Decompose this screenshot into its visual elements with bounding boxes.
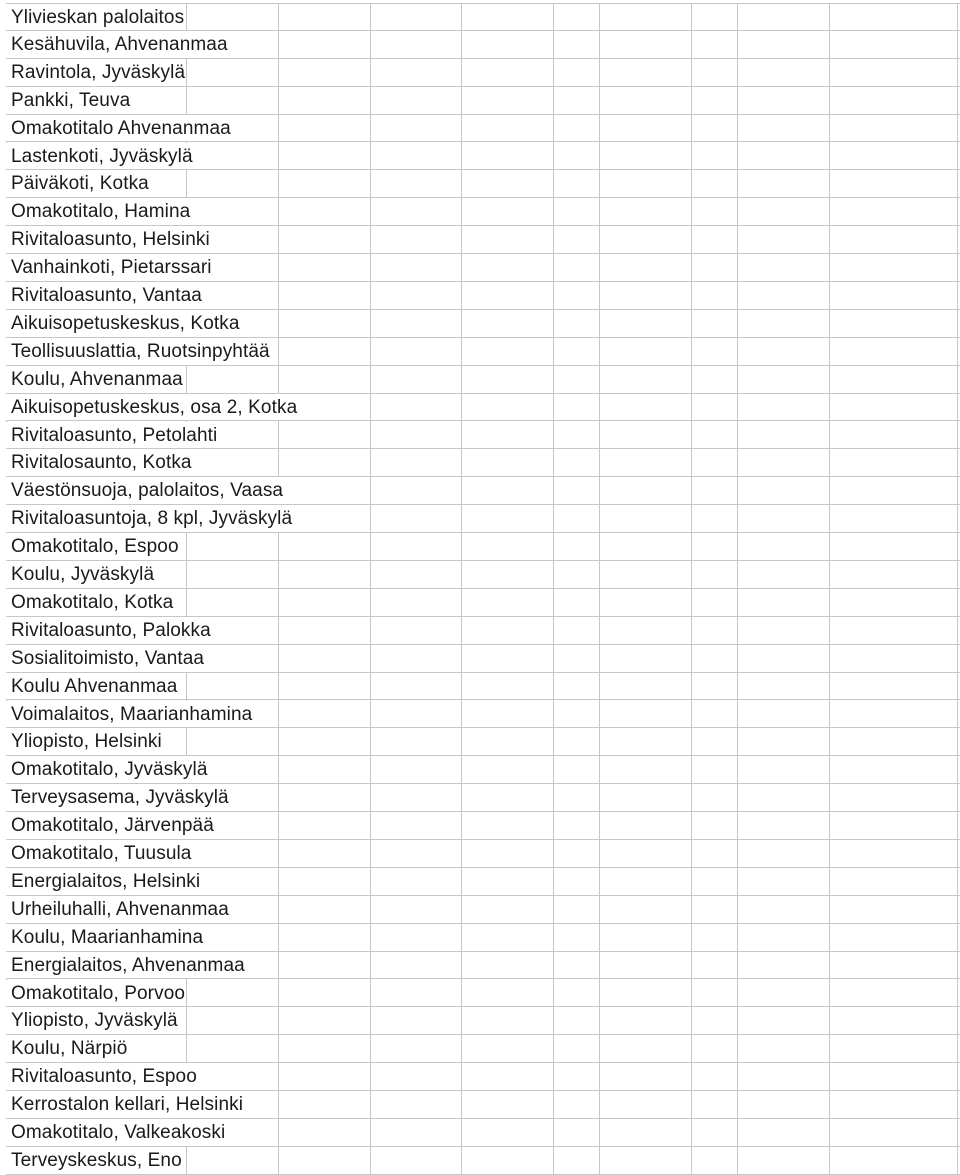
table-row <box>6 31 960 59</box>
table-row <box>6 1063 960 1091</box>
location-cell[interactable]: Teollisuuslattia, Ruotsinpyhtää <box>6 338 270 365</box>
location-cell[interactable]: Urheiluhalli, Ahvenanmaa <box>6 896 229 923</box>
location-cell[interactable]: Koulu, Närpiö <box>6 1035 127 1062</box>
location-cell[interactable]: Sosialitoimisto, Vantaa <box>6 645 204 672</box>
location-cell[interactable]: Koulu Ahvenanmaa <box>6 673 177 700</box>
table-row <box>6 3 960 31</box>
table-row <box>6 1119 960 1147</box>
location-cell[interactable]: Rivitalosaunto, Kotka <box>6 449 192 476</box>
location-cell[interactable]: Omakotitalo Ahvenanmaa <box>6 115 231 142</box>
table-row <box>6 282 960 310</box>
table-row <box>6 1007 960 1035</box>
table-row <box>6 924 960 952</box>
table-row <box>6 617 960 645</box>
table-row <box>6 840 960 868</box>
location-cell[interactable]: Väestönsuoja, palolaitos, Vaasa <box>6 477 283 504</box>
location-cell[interactable]: Omakotitalo, Hamina <box>6 198 190 225</box>
location-cell[interactable]: Koulu, Maarianhamina <box>6 924 203 951</box>
table-row <box>6 59 960 87</box>
table-row <box>6 1147 960 1175</box>
table-row <box>6 701 960 729</box>
table-row <box>6 170 960 198</box>
location-cell[interactable]: Rivitaloasunto, Petolahti <box>6 422 217 449</box>
table-row <box>6 198 960 226</box>
location-cell[interactable]: Rivitaloasunto, Espoo <box>6 1063 197 1090</box>
location-cell[interactable]: Energialaitos, Helsinki <box>6 868 200 895</box>
table-row <box>6 980 960 1008</box>
location-cell[interactable]: Rivitaloasunto, Palokka <box>6 617 211 644</box>
location-cell[interactable]: Omakotitalo, Porvoo <box>6 980 185 1007</box>
table-row <box>6 254 960 282</box>
location-cell[interactable]: Kesähuvila, Ahvenanmaa <box>6 31 228 58</box>
table-row <box>6 143 960 171</box>
location-cell[interactable]: Vanhainkoti, Pietarssari <box>6 254 212 281</box>
location-cell[interactable]: Koulu, Ahvenanmaa <box>6 366 183 393</box>
table-row <box>6 505 960 533</box>
location-cell[interactable]: Omakotitalo, Kotka <box>6 589 173 616</box>
table-row <box>6 366 960 394</box>
table-row <box>6 1091 960 1119</box>
table-row <box>6 422 960 450</box>
location-cell[interactable]: Aikuisopetuskeskus, Kotka <box>6 310 240 337</box>
location-cell[interactable]: Yliopisto, Helsinki <box>6 728 162 755</box>
location-cell[interactable]: Kerrostalon kellari, Helsinki <box>6 1091 243 1118</box>
table-row <box>6 896 960 924</box>
table-row <box>6 310 960 338</box>
table-row <box>6 728 960 756</box>
location-cell[interactable]: Omakotitalo, Järvenpää <box>6 812 214 839</box>
location-cell[interactable]: Terveyskeskus, Eno <box>6 1147 182 1174</box>
location-cell[interactable]: Rivitaloasuntoja, 8 kpl, Jyväskylä <box>6 505 292 532</box>
location-cell[interactable]: Koulu, Jyväskylä <box>6 561 154 588</box>
table-row <box>6 449 960 477</box>
location-cell[interactable]: Omakotitalo, Tuusula <box>6 840 191 867</box>
table-row <box>6 952 960 980</box>
table-row <box>6 868 960 896</box>
location-cell[interactable]: Omakotitalo, Jyväskylä <box>6 756 208 783</box>
table-row <box>6 561 960 589</box>
location-cell[interactable]: Terveysasema, Jyväskylä <box>6 784 229 811</box>
table-row <box>6 756 960 784</box>
table-row <box>6 338 960 366</box>
table-row <box>6 533 960 561</box>
table-row <box>6 394 960 422</box>
table-row <box>6 784 960 812</box>
table-row <box>6 812 960 840</box>
table-row <box>6 87 960 115</box>
location-cell[interactable]: Energialaitos, Ahvenanmaa <box>6 952 245 979</box>
location-cell[interactable]: Pankki, Teuva <box>6 87 130 114</box>
location-cell[interactable]: Ylivieskan palolaitos <box>6 4 184 30</box>
location-cell[interactable]: Ravintola, Jyväskylä <box>6 59 185 86</box>
table-row <box>6 115 960 143</box>
table-row <box>6 589 960 617</box>
location-cell[interactable]: Yliopisto, Jyväskylä <box>6 1007 178 1034</box>
table-row <box>6 477 960 505</box>
location-cell[interactable]: Rivitaloasunto, Helsinki <box>6 226 210 253</box>
table-row <box>6 1035 960 1063</box>
location-cell[interactable]: Omakotitalo, Valkeakoski <box>6 1119 225 1146</box>
location-cell[interactable]: Lastenkoti, Jyväskylä <box>6 143 193 170</box>
location-cell[interactable]: Voimalaitos, Maarianhamina <box>6 701 252 728</box>
location-cell[interactable]: Aikuisopetuskeskus, osa 2, Kotka <box>6 394 297 421</box>
location-cell[interactable]: Omakotitalo, Espoo <box>6 533 179 560</box>
table-row <box>6 645 960 673</box>
location-cell[interactable]: Rivitaloasunto, Vantaa <box>6 282 202 309</box>
location-cell[interactable]: Päiväkoti, Kotka <box>6 170 149 197</box>
table-row <box>6 673 960 701</box>
table-row <box>6 226 960 254</box>
